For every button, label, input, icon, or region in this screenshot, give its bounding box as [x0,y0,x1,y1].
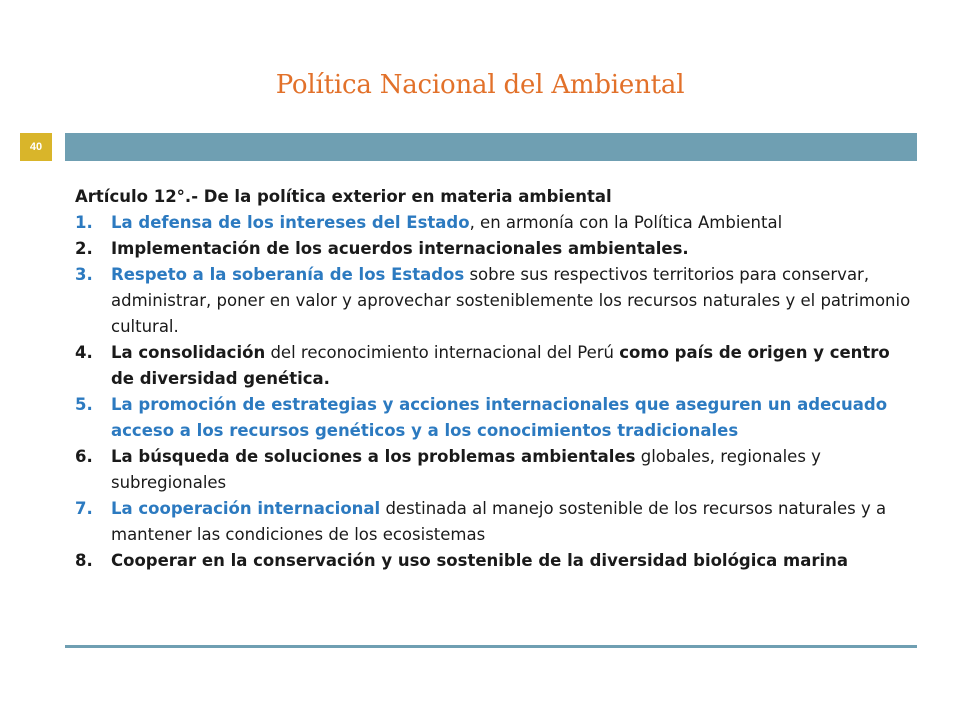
list-item-text [111,496,915,548]
text-run: La promoción de estrategias y acciones internacionales que aseguren un adecuado acceso a los recursos genéticos y a los conocimientos tradicionales [111,395,888,440]
text-run: , en armonía con la Política Ambiental [469,213,783,232]
text-run: sobre sus respectivos territorios para conservar, administrar, poner en valor y aprovechar sosteniblemente los recursos naturales y el patrimonio cultural. [111,265,911,336]
text-run: Respeto a la soberanía de los Estados [111,265,465,284]
text-run: La defensa de los intereses del Estado [111,213,470,232]
list-item-number: 5. [75,395,93,414]
list-item [75,236,915,262]
text-run: La cooperación internacional [111,499,381,518]
text-run: del reconocimiento internacional del Perú [265,343,620,362]
slide-number-badge: 40 [20,133,52,161]
text-run: Cooperar en la conservación y uso sostenible de la diversidad biológica marina [111,551,849,570]
article-content [75,184,915,574]
text-run: globales, regionales y subregionales [111,447,821,492]
list-item-number: 3. [75,265,93,284]
list-item-text [111,444,915,496]
list-item-number: 2. [75,239,93,258]
header-bar [65,133,917,161]
list-item-number: 8. [75,551,93,570]
text-run: destinada al manejo sostenible de los recursos naturales y a mantener las condiciones de los ecosistemas [111,499,887,544]
list-item-number: 7. [75,499,93,518]
list-item-text [111,548,915,574]
list-item [75,496,915,548]
text-run: Implementación de los acuerdos internacionales ambientales. [111,239,689,258]
list-item [75,262,915,340]
list-item [75,340,915,392]
list-item [75,210,915,236]
list-item-number: 1. [75,213,93,232]
footer-divider [65,645,917,648]
list-item-number: 4. [75,343,93,362]
list-item-number: 6. [75,447,93,466]
list-item-text [111,392,915,444]
list-item [75,392,915,444]
list-item [75,444,915,496]
text-run: La búsqueda de soluciones a los problemas ambientales [111,447,636,466]
list-item-text [111,236,915,262]
article-heading: Artículo 12°.- De la política exterior en materia ambiental [75,187,612,206]
article-list [75,210,915,574]
text-run: La consolidación [111,343,266,362]
list-item [75,548,915,574]
list-item-text [111,262,915,340]
list-item-text [111,340,915,392]
text-run: como país de origen y centro de diversidad genética. [111,343,890,388]
page-title: Política Nacional del Ambiental [275,70,685,100]
list-item-text [111,210,915,236]
